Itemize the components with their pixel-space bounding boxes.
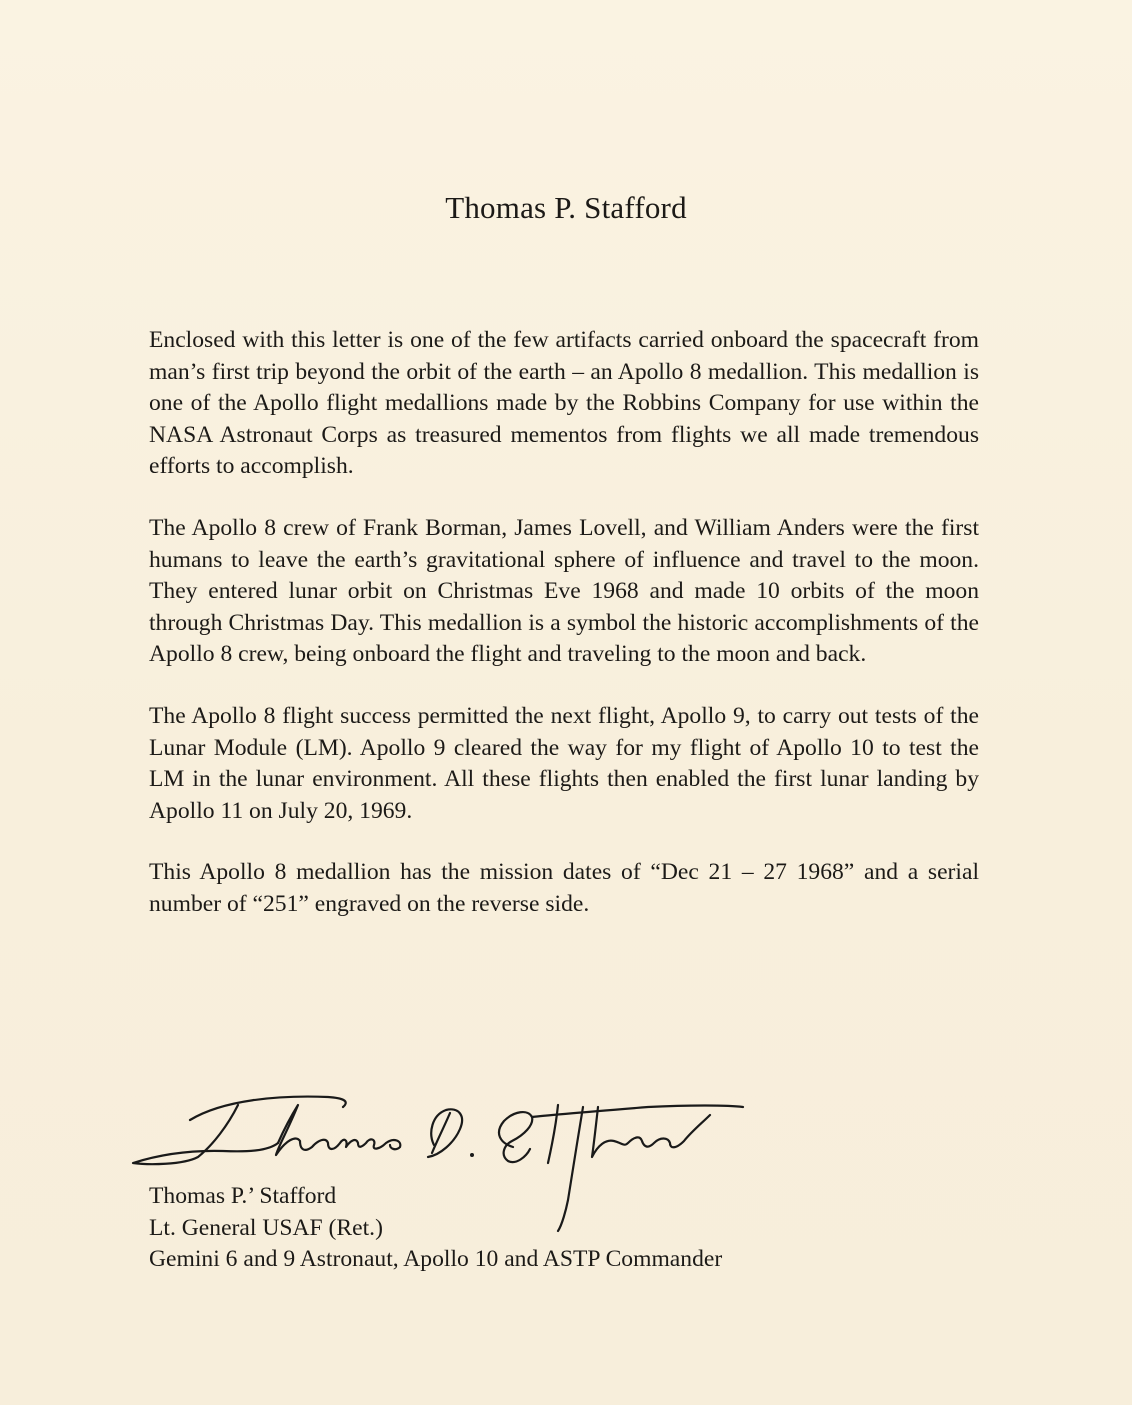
paragraph-4: This Apollo 8 medallion has the mission dates of “Dec 21 – 27 1968” and a serial number of “251” engraved on the reverse side. <box>149 859 979 917</box>
signatory-rank: Lt. General USAF (Ret.) <box>149 1214 383 1241</box>
paragraph-3: The Apollo 8 flight success permitted the next flight, Apollo 9, to carry out tests of the Lunar Module (LM). Apollo 9 cleared the way for my flight of Apollo 10 to test the LM in the lunar environment. All these flights then enabled the first lunar landing by Apollo 11 on July 20, 1969. <box>149 702 979 824</box>
letterhead-name: Thomas P. Stafford <box>445 190 687 225</box>
signature-block <box>149 1181 722 1276</box>
signatory-name: Thomas P.’ Stafford <box>149 1183 337 1209</box>
paragraph-1: Enclosed with this letter is one of the few artifacts carried onboard the spacecraft from man’s first trip beyond the orbit of the earth – an Apollo 8 medallion. This medallion is one of the Apollo flight medallions made by the Robbins Company for use within the NASA Astronaut Corps as treasured mementos from flights we all made tremendous efforts to accomplish. <box>149 327 979 480</box>
paragraph-2: The Apollo 8 crew of Frank Borman, James Lovell, and William Anders were the first humans to leave the earth’s gravitational sphere of influence and travel to the moon. They entered lunar orbit on Christmas Eve 1968 and made 10 orbits of the moon through Christmas Day. This medallion is a symbol the historic accomplishments of the Apollo 8 crew, being onboard the flight and traveling to the moon and back. <box>149 514 979 668</box>
signatory-roles: Gemini 6 and 9 Astronaut, Apollo 10 and ASTP Commander <box>149 1246 723 1273</box>
letter-body <box>149 325 979 951</box>
